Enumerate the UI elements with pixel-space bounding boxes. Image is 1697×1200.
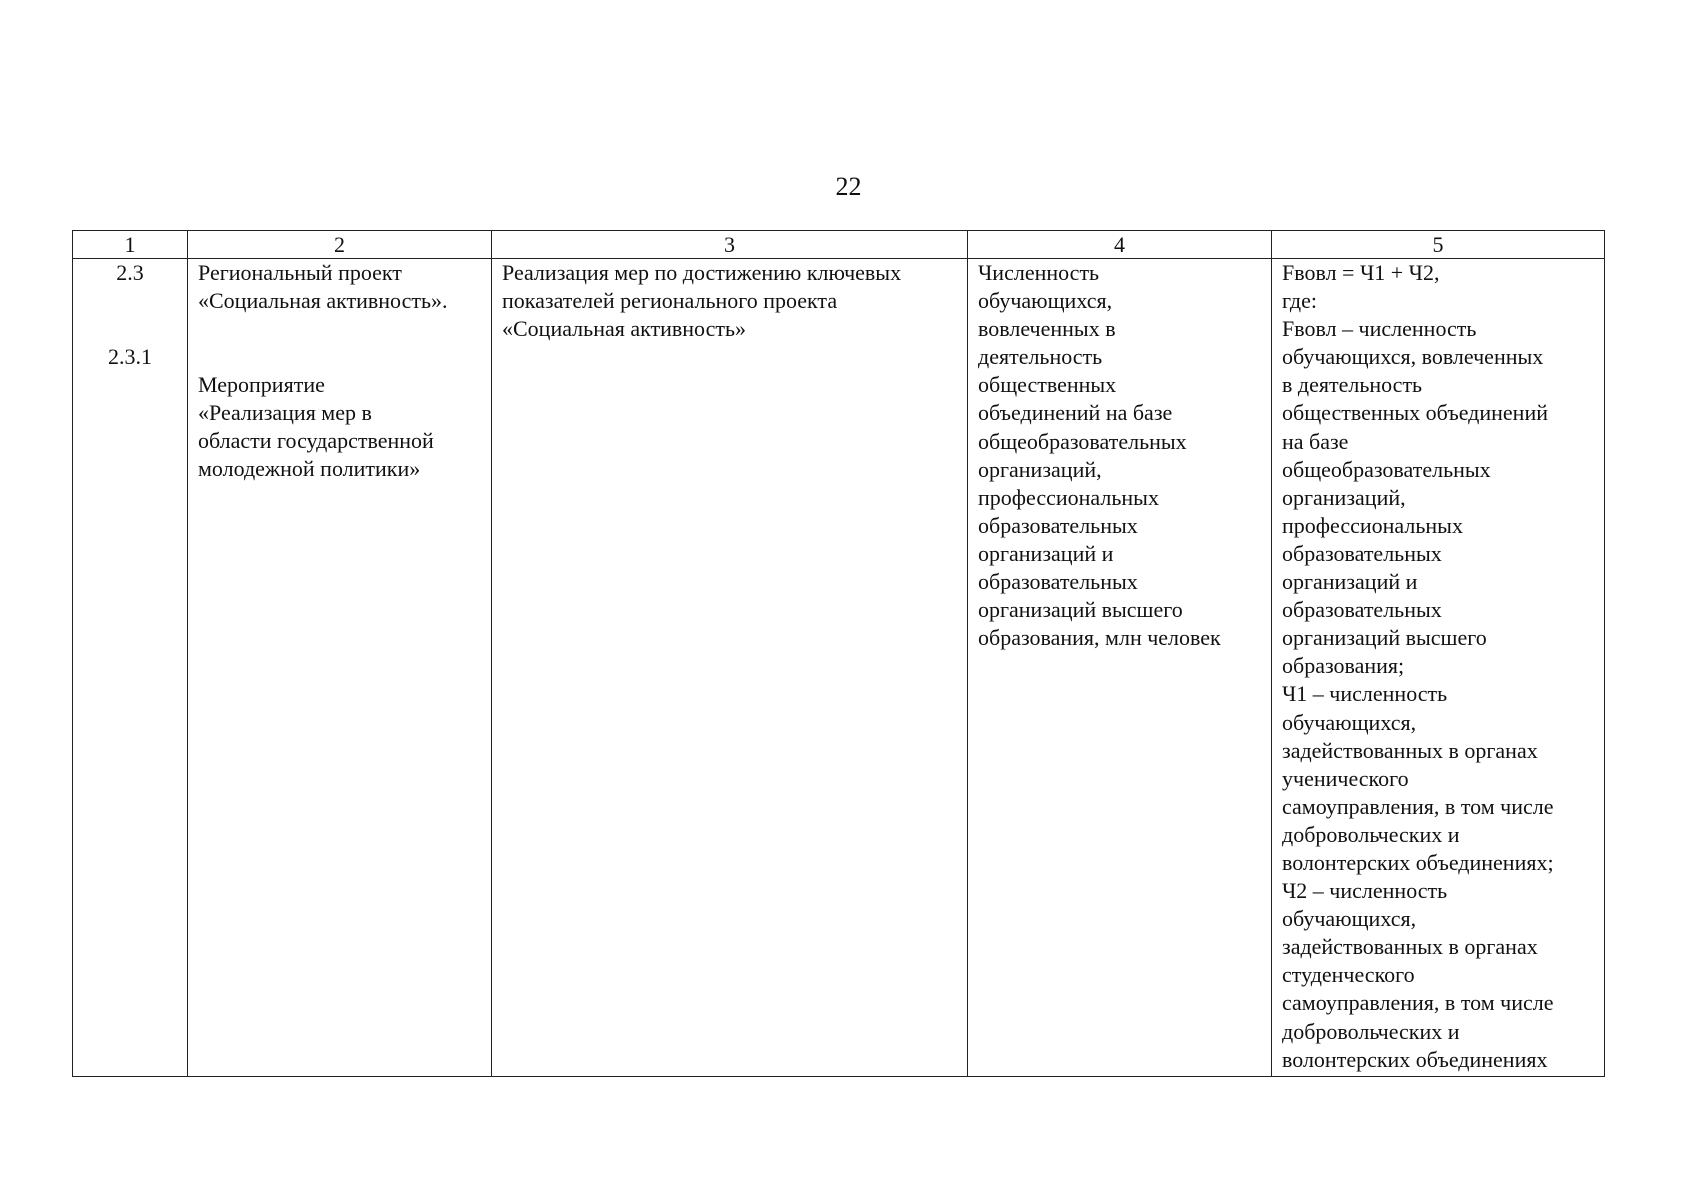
formula-cell <box>1272 259 1605 1077</box>
text-line: студенческого <box>1282 962 1415 988</box>
text-line: общественных <box>978 372 1117 398</box>
text-line: молодежной политики» <box>198 456 421 482</box>
text-line: организаций, <box>1282 484 1406 510</box>
event-name <box>198 371 483 483</box>
text-line: самоуправления, в том числе <box>1282 793 1554 819</box>
column-header-5: 5 <box>1272 231 1605 259</box>
text-line: образования, млн человек <box>978 625 1221 651</box>
text-line: на базе <box>1282 428 1349 454</box>
column-header-2: 2 <box>188 231 492 259</box>
text-line: образовательных <box>1282 597 1442 623</box>
text-line: обучающихся, <box>978 288 1113 314</box>
text-line: Ч2 – численность <box>1282 878 1448 904</box>
text-line: профессиональных <box>978 484 1159 510</box>
text-line: Реализация мер по достижению ключевых <box>502 260 902 285</box>
text-line: Мероприятие <box>198 372 325 398</box>
text-line: общественных объединений <box>1282 400 1548 426</box>
text-line: «Социальная активность». <box>198 288 448 314</box>
project-cell <box>188 259 492 1077</box>
text-line: Региональный проект <box>198 260 402 285</box>
indicator-text <box>978 259 1263 652</box>
text-line: организаций высшего <box>1282 625 1487 651</box>
text-line: объединений на базе <box>978 400 1173 426</box>
text-line: обучающихся, вовлеченных <box>1282 344 1544 370</box>
text-line: «Социальная активность» <box>502 316 747 342</box>
project-name <box>198 259 483 315</box>
header-row <box>73 231 1605 259</box>
text-line: вовлеченных в <box>978 316 1116 342</box>
text-line: задействованных в органах <box>1282 934 1538 960</box>
column-header-3: 3 <box>492 231 968 259</box>
text-line: организаций и <box>1282 569 1418 595</box>
text-line: организаций и <box>978 540 1114 566</box>
text-line: где: <box>1282 288 1317 314</box>
text-line: обучающихся, <box>1282 709 1417 735</box>
text-line: обучающихся, <box>1282 906 1417 932</box>
text-line: волонтерских объединениях; <box>1282 849 1554 875</box>
text-line: добровольческих и <box>1282 821 1460 847</box>
description-text <box>502 259 959 343</box>
text-line: задействованных в органах <box>1282 737 1538 763</box>
text-line: показателей регионального проекта <box>502 288 838 314</box>
column-header-4: 4 <box>968 231 1272 259</box>
text-line: ученического <box>1282 765 1409 791</box>
text-line: организаций, <box>978 456 1102 482</box>
row-number-main: 2.3 <box>116 260 144 285</box>
description-cell <box>492 259 968 1077</box>
text-line: общеобразовательных <box>978 428 1187 454</box>
text-line: организаций высшего <box>978 597 1183 623</box>
text-line: области государственной <box>198 428 434 454</box>
text-line: образовательных <box>978 512 1138 538</box>
text-line: в деятельность <box>1282 372 1423 398</box>
row-number-sub: 2.3.1 <box>108 344 152 370</box>
table-row <box>73 259 1605 1077</box>
text-line: Fвовл = Ч1 + Ч2, <box>1282 260 1440 285</box>
text-line: образовательных <box>1282 540 1442 566</box>
text-line: Численность <box>978 260 1100 285</box>
row-number-cell <box>73 259 188 1077</box>
text-line: самоуправления, в том числе <box>1282 990 1554 1016</box>
text-line: Ч1 – численность <box>1282 681 1448 707</box>
program-table <box>72 230 1605 1077</box>
text-line: Fвовл – численность <box>1282 316 1477 342</box>
indicator-cell <box>968 259 1272 1077</box>
text-line: волонтерских объединениях <box>1282 1046 1548 1072</box>
text-line: «Реализация мер в <box>198 400 372 426</box>
text-line: добровольческих и <box>1282 1018 1460 1044</box>
formula-text <box>1282 259 1596 1074</box>
text-line: профессиональных <box>1282 512 1463 538</box>
text-line: образования; <box>1282 653 1405 679</box>
column-header-1: 1 <box>73 231 188 259</box>
page-number: 22 <box>835 172 862 201</box>
text-line: образовательных <box>978 569 1138 595</box>
text-line: деятельность <box>978 344 1103 370</box>
text-line: общеобразовательных <box>1282 456 1491 482</box>
